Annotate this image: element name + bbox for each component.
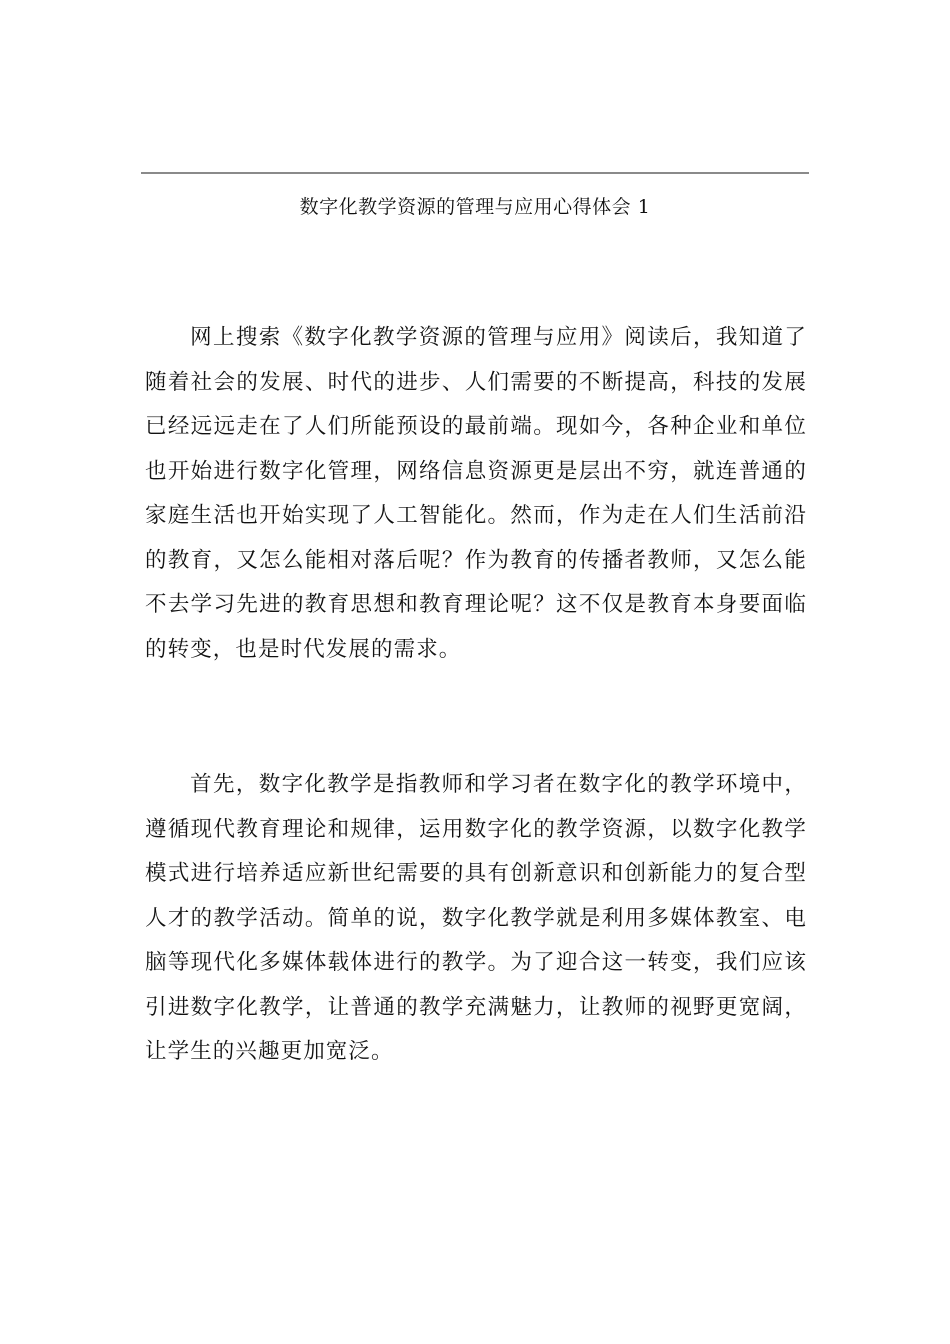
body-paragraph-2: 首先，数字化教学是指教师和学习者在数字化的教学环境中，遵循现代教育理论和规律，运用数字化的教学资源，以数字化教学模式进行培养适应新世纪需要的具有创新意识和创新能力的复合型人才的教学活动。简单的说，数字化教学就是利用多媒体教室、电脑等现代化多媒体载体进行的教学。为了迎合这一转变，我们应该引进数字化教学，让普通的教学充满魅力，让教师的视野更宽阔，让学生的兴趣更加宽泛。 (145, 772, 807, 1064)
header-divider (141, 172, 809, 174)
document-title: 数字化教学资源的管理与应用心得体会 1 (299, 196, 651, 218)
body-paragraph-1: 网上搜索《数字化教学资源的管理与应用》阅读后，我知道了随着社会的发展、时代的进步、人们需要的不断提高，科技的发展已经远远走在了人们所能预设的最前端。现如今，各种企业和单位也开始进行数字化管理，网络信息资源更是层出不穷，就连普通的家庭生活也开始实现了人工智能化。然而，作为走在人们生活前沿的教育，又怎么能相对落后呢？作为教育的传播者教师，又怎么能不去学习先进的教育思想和教育理论呢？这不仅是教育本身要面临的转变，也是时代发展的需求。 (145, 325, 807, 662)
